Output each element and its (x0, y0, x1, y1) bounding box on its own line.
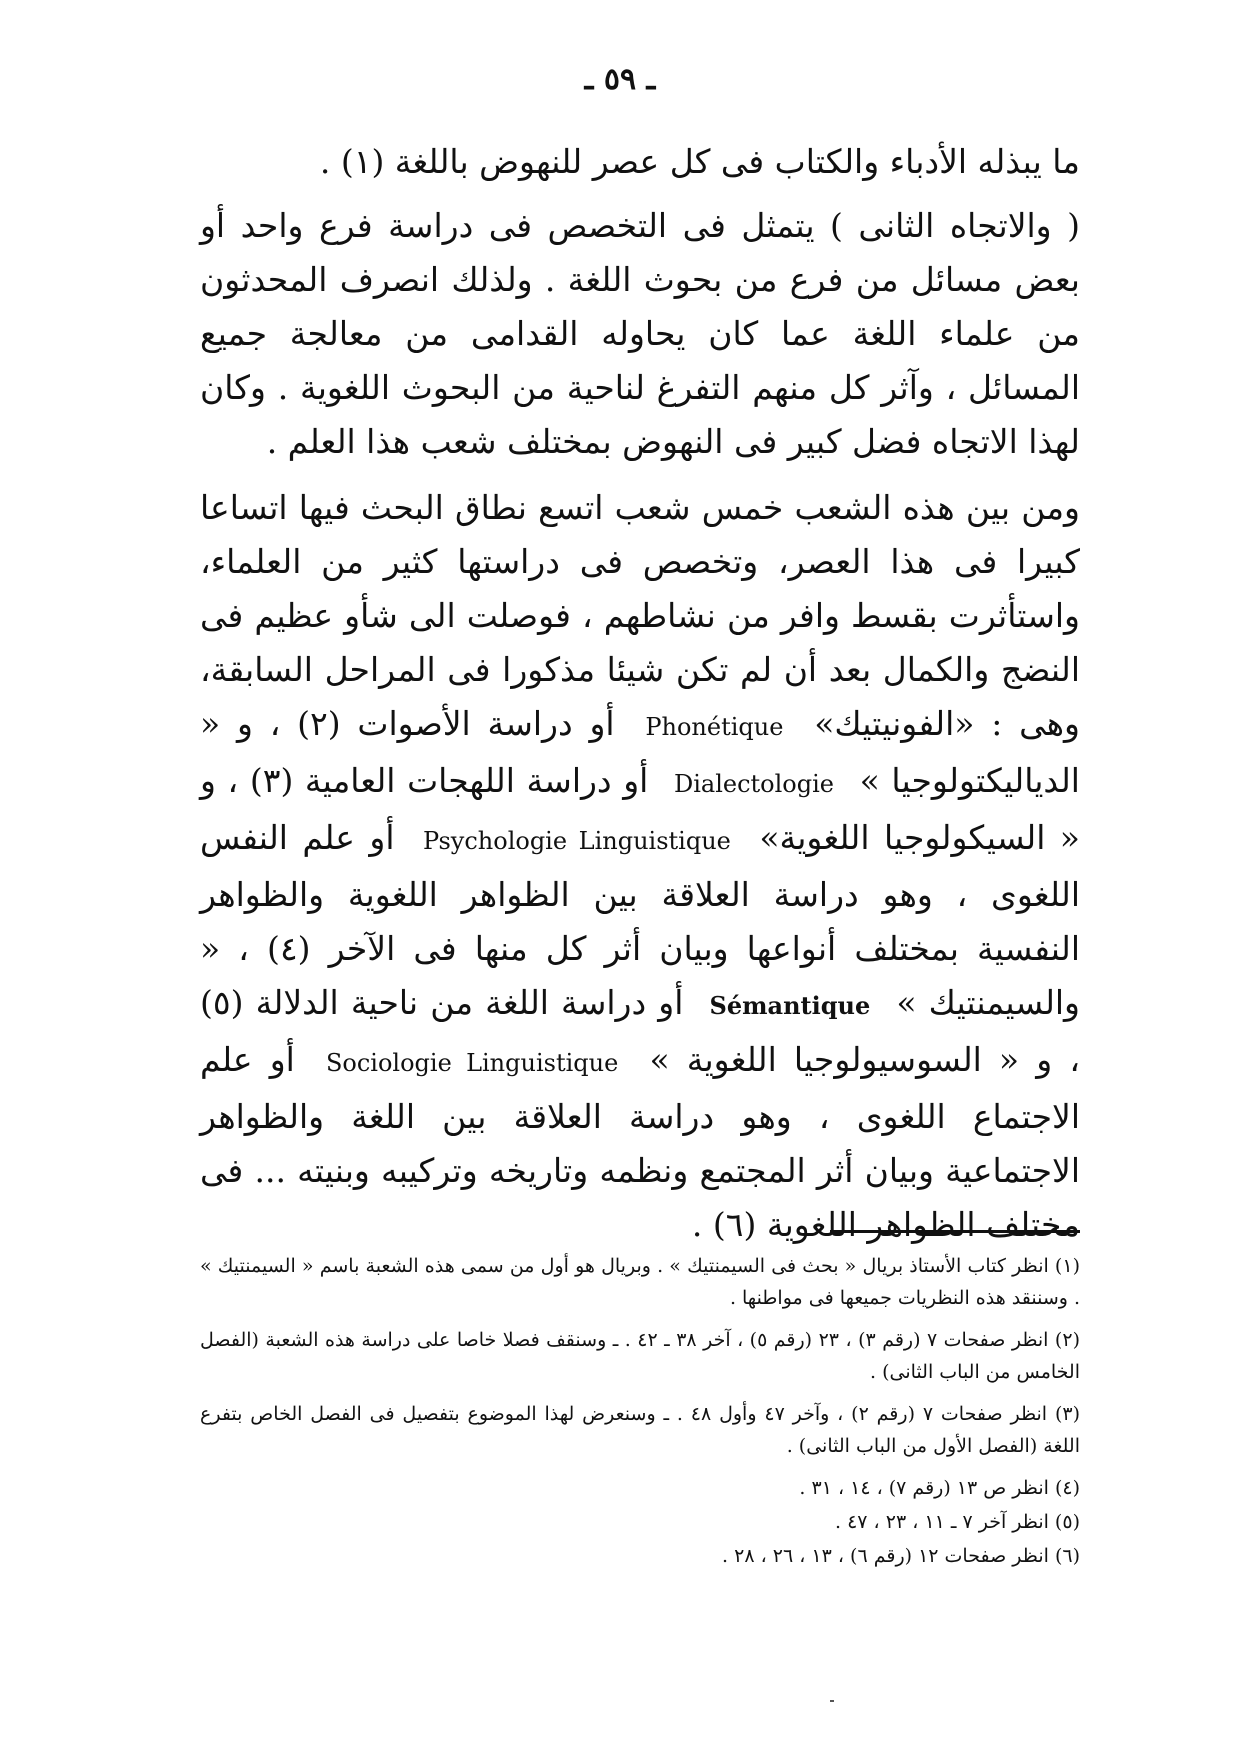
footnote: (٥) انظر آخر ٧ ـ ١١ ، ٢٣ ، ٤٧ . (835, 1511, 1080, 1533)
paragraph: ( والاتجاه الثانى ) يتمثل فى التخصص فى دراسة فرع واحد أو بعض مسائل من فرع من بحوث اللغة . ولذلك انصرف المحدثون من علماء اللغة عما كان يحاوله القدامى من معالجة جميع المسائل ، وآثر كل منهم التفرغ لناحية من البحوث اللغوية . وكان لهذا الاتجاه فضل كبير فى النهوض بمختلف شعب هذا العلم . (200, 206, 1080, 461)
latin-term-phonetique: Phonétique (645, 713, 784, 741)
main-text (200, 135, 1080, 1252)
latin-term-semantique: Sémantique (709, 991, 871, 1020)
paragraph: ما يبذله الأدباء والكتاب فى كل عصر للنهوض باللغة (١) . (319, 142, 1080, 181)
latin-term-sociologie: Sociologie Linguistique (325, 1049, 619, 1077)
footnote: (٢) انظر صفحات ٧ (رقم ٣) ، ٢٣ (رقم ٥) ، آخر ٣٨ ـ ٤٢ . ـ وسنقف فصلا خاصا على دراسة هذه الشعبة (الفصل الخامس من الباب الثانى) . (200, 1329, 1080, 1383)
latin-term-dialectologie: Dialectologie (673, 770, 834, 798)
footnotes (200, 1250, 1080, 1574)
paragraph-segment: أو دراسة اللهجات العامية (٣) ، و « السيكولوجيا اللغوية» (200, 761, 1080, 857)
footnote: (٦) انظر صفحات ١٢ (رقم ٦) ، ١٣ ، ٢٦ ، ٢٨ . (722, 1545, 1080, 1567)
scan-speck (830, 1700, 834, 1702)
paragraph-segment: ومن بين هذه الشعب خمس شعب اتسع نطاق البحث فيها اتساعا كبيرا فى هذا العصر، وتخصص فى دراستها كثير من العلماء، واستأثرت بقسط وافر من نشاطهم ، فوصلت الى شأو عظيم فى النضج والكمال بعد أن لم تكن شيئا مذكورا فى المراحل السابقة، وهى : «الفونيتيك» (200, 488, 1080, 743)
paragraph-segment: أو دراسة اللغة من ناحية الدلالة (٥) ، و « السوسيولوجيا اللغوية » (200, 983, 1080, 1079)
footnote: (٤) انظر ص ١٣ (رقم ٧) ، ١٤ ، ٣١ . (799, 1477, 1080, 1499)
footnote: (٣) انظر صفحات ٧ (رقم ٢) ، وآخر ٤٧ وأول ٤٨ . ـ وسنعرض لهذا الموضوع بتفصيل فى الفصل الخاص بتفرع اللغة (الفصل الأول من الباب الثانى) . (200, 1403, 1080, 1457)
footnote: (١) انظر كتاب الأستاذ بريال « بحث فى السيمنتيك » . وبريال هو أول من سمى هذه الشعبة باسم « السيمنتيك » . وسننقد هذه النظريات جميعها فى مواطنها . (200, 1255, 1080, 1309)
latin-term-psychologie: Psychologie Linguistique (422, 827, 731, 855)
page-number: ـ ٥٩ ـ (584, 62, 656, 97)
paragraph-segment: أو علم النفس اللغوى ، وهو دراسة العلاقة بين الظواهر اللغوية والظواهر النفسية بمختلف أنواعها وبيان أثر كل منها فى الآخر (٤) ، « والسيمنتيك » (200, 818, 1080, 1022)
paragraph (200, 481, 1080, 1252)
paragraph-segment: أو علم الاجتماع اللغوى ، وهو دراسة العلاقة بين اللغة والظواهر الاجتماعية وبيان أثر المجتمع ونظمه وتاريخه وتركيبه وبنيته ... فى مختلف الظواهر اللغوية (٦) . (200, 1040, 1080, 1244)
footnote-divider (830, 1230, 1080, 1233)
paragraph-segment: أو دراسة الأصوات (٢) ، و « الدياليكتولوجيا » (200, 704, 1080, 800)
